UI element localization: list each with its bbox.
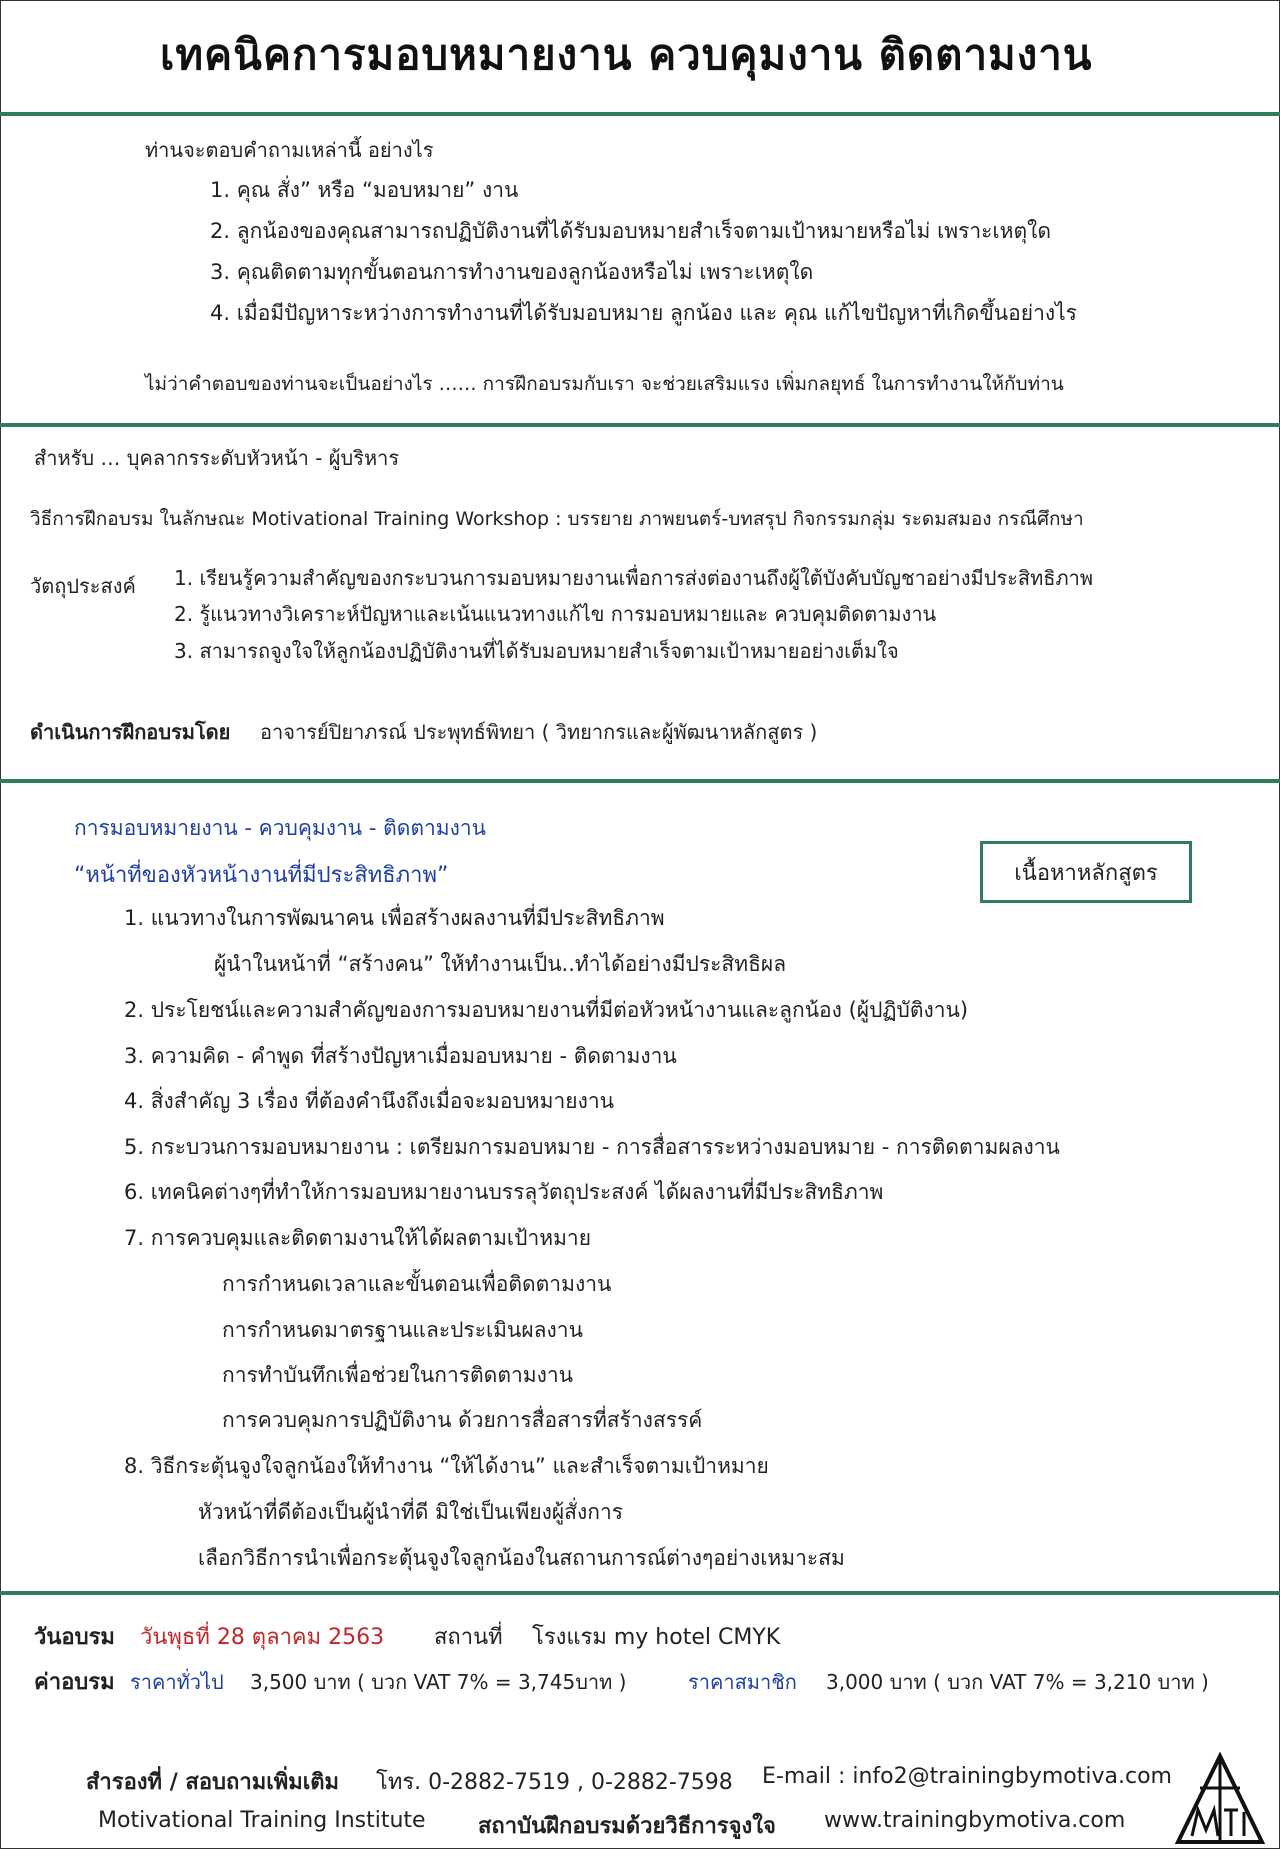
divider-1 [0,112,1280,116]
fee-label: ค่าอบรม [34,1670,115,1695]
content-heading-2: “หน้าที่ของหัวหน้างานที่มีประสิทธิภาพ” [74,863,449,888]
question-item: 2. ลูกน้องของคุณสามารถปฏิบัติงานที่ได้รับมอบหมายสำเร็จตามเป้าหมายหรือไม่ เพราะเหตุใด [210,219,1051,243]
content-line: 5. กระบวนการมอบหมายงาน : เตรียมการมอบหมาย - การสื่อสารระหว่างมอบหมาย - การติดตามผลงาน [124,1135,1060,1159]
content-line: 4. สิ่งสำคัญ 3 เรื่อง ที่ต้องคำนึงถึงเมื่อจะมอบหมายงาน [124,1089,614,1113]
institute-name-th: สถาบันฝึกอบรมด้วยวิธีการจูงใจ [478,1814,776,1839]
question-item: 4. เมื่อมีปัญหาระหว่างการทำงานที่ได้รับมอบหมาย ลูกน้อง และ คุณ แก้ไขปัญหาที่เกิดขึ้นอย่างไร [210,301,1077,325]
content-line: การกำหนดมาตรฐานและประเมินผลงาน [222,1318,583,1342]
contact-label: สำรองที่ / สอบถามเพิ่มเติม [86,1770,340,1795]
contact-phone: โทร. 0-2882-7519 , 0-2882-7598 [376,1770,733,1795]
content-line: การทำบันทึกเพื่อช่วยในการติดตามงาน [222,1363,573,1387]
objectives-label: วัตถุประสงค์ [30,574,136,598]
question-item: 3. คุณติดตามทุกขั้นตอนการทำงานของลูกน้องหรือไม่ เพราะเหตุใด [210,260,814,284]
divider-2 [0,423,1280,427]
content-line: ผู้นำในหน้าที่ “สร้างคน” ให้ทำงานเป็น..ทำได้อย่างมีประสิทธิผล [214,952,787,976]
trainer-label: ดำเนินการฝึกอบรมโดย [30,720,231,744]
questions-intro: ท่านจะตอบคำถามเหล่านี้ อย่างไร [145,138,434,162]
audience-text: สำหรับ … บุคลากรระดับหัวหน้า - ผู้บริหาร [34,446,400,470]
general-price-value: 3,500 บาท ( บวก VAT 7% = 3,745บาท ) [250,1670,627,1694]
content-line: 8. วิธีกระตุ้นจูงใจลูกน้องให้ทำงาน “ให้ได้งาน” และสำเร็จตามเป้าหมาย [124,1454,769,1478]
content-heading-1: การมอบหมายงาน - ควบคุมงาน - ติดตามงาน [74,816,487,840]
content-line: 2. ประโยชน์และความสำคัญของการมอบหมายงานที่มีต่อหัวหน้างานและลูกน้อง (ผู้ปฏิบัติงาน) [124,998,969,1022]
member-price-label: ราคาสมาชิก [688,1670,797,1694]
contact-email[interactable]: E-mail : info2@trainingbymotiva.com [762,1764,1172,1789]
questions-closing: ไม่ว่าคำตอบของท่านจะเป็นอย่างไร …… การฝึกอบรมกับเรา จะช่วยเสริมแรง เพิ่มกลยุทธ์ ในการทำงานให้กับท่าน [145,373,1064,395]
question-item: 1. คุณ สั่ง” หรือ “มอบหมาย” งาน [210,178,519,202]
divider-3 [0,779,1280,783]
divider-4 [0,1591,1280,1595]
content-line: การควบคุมการปฏิบัติงาน ด้วยการสื่อสารที่สร้างสรรค์ [222,1408,703,1432]
objective-item: 3. สามารถจูงใจให้ลูกน้องปฏิบัติงานที่ได้รับมอบหมายสำเร็จตามเป้าหมายอย่างเต็มใจ [174,639,899,663]
content-line: การกำหนดเวลาและขั้นตอนเพื่อติดตามงาน [222,1272,612,1296]
content-line: 3. ความคิด - คำพูด ที่สร้างปัญหาเมื่อมอบหมาย - ติดตามงาน [124,1044,677,1068]
page-title: เทคนิคการมอบหมายงาน ควบคุมงาน ติดตามงาน [160,30,1093,79]
course-content-label: เนื้อหาหลักสูตร [1014,860,1158,886]
content-line: 1. แนวทางในการพัฒนาคน เพื่อสร้างผลงานที่มีประสิทธิภาพ [124,906,665,930]
course-content-box [980,841,1192,903]
trainer-name: อาจารย์ปิยาภรณ์ ประพุทธ์พิทยา ( วิทยากรและผู้พัฒนาหลักสูตร ) [260,720,818,744]
objective-item: 1. เรียนรู้ความสำคัญของกระบวนการมอบหมายงานเพื่อการส่งต่องานถึงผู้ใต้บังคับบัญชาอย่างมีประสิทธิภาพ [174,566,1094,590]
method-text: วิธีการฝึกอบรม ในลักษณะ Motivational Training Workshop : บรรยาย ภาพยนตร์-บทสรุป กิจกรรมกลุ่ม ระดมสมอง กรณีศึกษา [30,508,1084,530]
content-line: หัวหน้าที่ดีต้องเป็นผู้นำที่ดี มิใช่เป็นเพียงผู้สั่งการ [198,1500,624,1524]
content-line: 6. เทคนิคต่างๆที่ทำให้การมอบหมายงานบรรลุวัตถุประสงค์ ได้ผลงานที่มีประสิทธิภาพ [124,1180,884,1204]
venue-label: สถานที่ [434,1625,503,1650]
member-price-value: 3,000 บาท ( บวก VAT 7% = 3,210 บาท ) [826,1670,1209,1694]
date-value: วันพุธที่ 28 ตุลาคม 2563 [140,1625,385,1650]
venue-value: โรงแรม my hotel CMYK [532,1625,781,1650]
general-price-label: ราคาทั่วไป [130,1670,224,1694]
institute-name: Motivational Training Institute [98,1808,426,1833]
website-link[interactable]: www.trainingbymotiva.com [824,1808,1126,1833]
content-line: เลือกวิธีการนำเพื่อกระตุ้นจูงใจลูกน้องในสถานการณ์ต่างๆอย่างเหมาะสม [198,1546,845,1570]
mti-logo-icon [1170,1752,1270,1846]
objective-item: 2. รู้แนวทางวิเคราะห์ปัญหาและเน้นแนวทางแก้ไข การมอบหมายและ ควบคุมติดตามงาน [174,602,937,626]
content-line: 7. การควบคุมและติดตามงานให้ได้ผลตามเป้าหมาย [124,1226,592,1250]
date-label: วันอบรม [34,1625,115,1650]
